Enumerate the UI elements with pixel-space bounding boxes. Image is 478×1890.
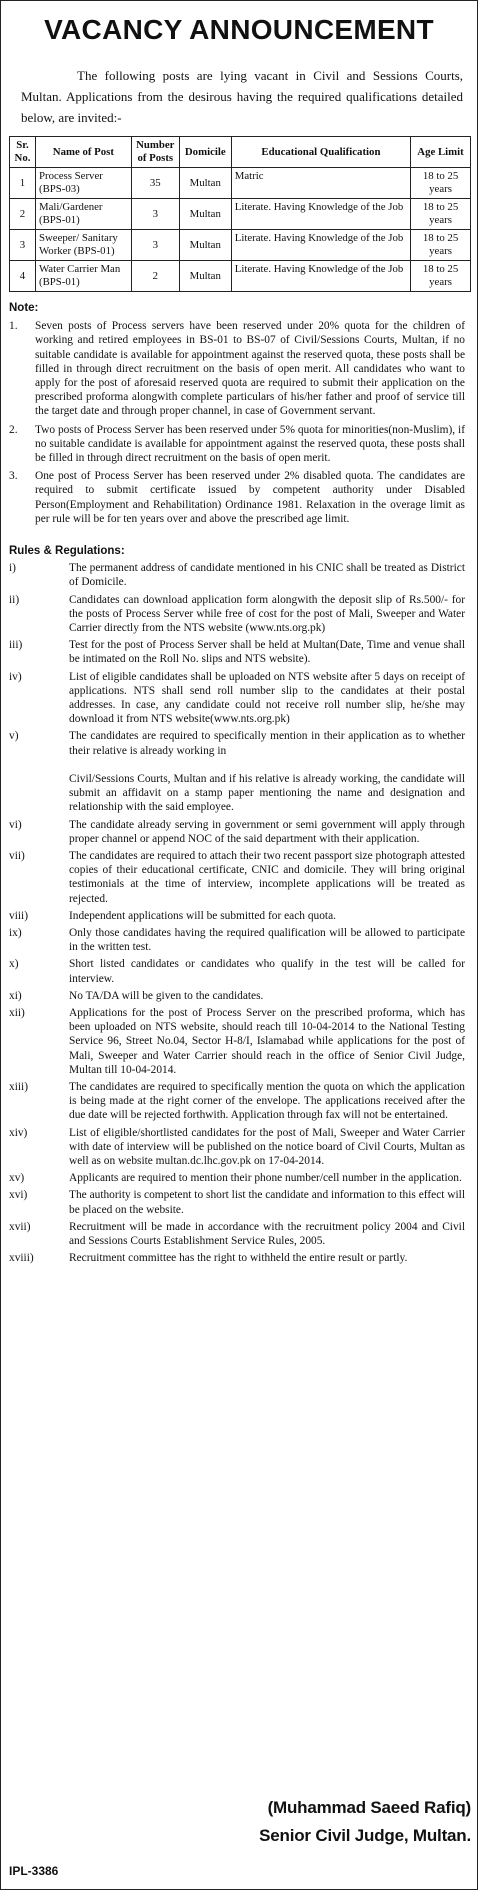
rule-v-continuation: Civil/Sessions Courts, Multan and if his relative is already working, the candidate will submit an affidavit on a stamp paper mentioning the name and designation and relationship with the said employee. xyxy=(69,772,465,814)
table-row xyxy=(10,261,471,292)
rule-text: Applications for the post of Process Server on the prescribed proforma, which has been uploaded on NTS website, should reach till 10-04-2014 to the National Testing Service 96, Street No.04, Sector H-8/I, Islamabad while applications for the post of Mali, Sweeper and Water Carrier should reach in the office of Senior Civil Judge, Multan till 10-04-2014. xyxy=(69,1006,465,1076)
signatory-designation: Senior Civil Judge, Multan. xyxy=(259,1826,471,1845)
rule-text: List of eligible/shortlisted candidates for the post of Mali, Sweeper and Water Carrier with date of interview will be published on the notice board of Civil Courts, Multan as well as on website multan.dc.lhc.gov.pk on 17-04-2014. xyxy=(69,1126,465,1167)
cell-number-of-posts: 2 xyxy=(131,261,179,292)
rule-text: Applicants are required to mention their phone number/cell number in the application. xyxy=(69,1172,462,1185)
list-item xyxy=(1,638,477,666)
rule-text: Recruitment will be made in accordance with the recruitment policy 2004 and Civil and Sessions Courts Establishment Service Rules, 2005. xyxy=(69,1220,465,1247)
rule-number: iv) xyxy=(9,670,22,683)
col-header-sr-no: Sr. No. xyxy=(10,137,36,168)
col-header-post-name: Name of Post xyxy=(35,137,131,168)
rule-number: xiii) xyxy=(9,1080,28,1093)
cell-domicile: Multan xyxy=(179,261,231,292)
rule-text: No TA/DA will be given to the candidates. xyxy=(69,989,264,1002)
rule-number: i) xyxy=(9,562,16,575)
table-row xyxy=(10,230,471,261)
rule-text: The permanent address of candidate mentioned in his CNIC shall be treated as District of Domicile. xyxy=(69,562,465,589)
list-item xyxy=(1,957,477,985)
list-item xyxy=(1,1220,477,1248)
publication-reference: IPL-3386 xyxy=(9,1864,59,1878)
rule-text: The candidates are required to specifically mention in their application as to whether their relative is already working in xyxy=(69,730,465,757)
cell-number-of-posts: 35 xyxy=(131,168,179,199)
list-item xyxy=(1,989,477,1003)
cell-age-limit: 18 to 25 years xyxy=(411,261,471,292)
list-item xyxy=(1,593,477,636)
list-item xyxy=(1,561,477,589)
cell-domicile: Multan xyxy=(179,168,231,199)
note-text: Two posts of Process Server has been reserved under 5% quota for minorities(non-Muslim), if no suitable candidate is available for appointment against the reserved quota, these posts shall be filled in through direct recruitment on the basis of open merit. xyxy=(35,423,465,465)
table-row xyxy=(10,199,471,230)
rule-number: xii) xyxy=(9,1006,25,1019)
rule-text: Candidates can download application form alongwith the deposit slip of Rs.500/- for the posts of Process Server while free of cost for the post of Mali, Sweeper and Water Carrier directly from the NTS website (www.nts.org.pk) xyxy=(69,593,465,635)
rule-number: vii) xyxy=(9,849,25,862)
cell-number-of-posts: 3 xyxy=(131,199,179,230)
rule-number: ix) xyxy=(9,926,22,939)
cell-qualification: Literate. Having Knowledge of the Job xyxy=(231,199,410,230)
rules-list xyxy=(1,561,477,758)
rule-number: xvii) xyxy=(9,1220,31,1233)
cell-post-name: Mali/Gardener (BPS-01) xyxy=(35,199,131,230)
rule-number: vi) xyxy=(9,818,22,831)
signature-block xyxy=(161,1794,471,1850)
rule-text: List of eligible candidates shall be uploaded on NTS website after 5 days on receipt of applications. NTS shall send roll number slip to the candidates at their postal addresses. In case, any candidate could not receive roll number slip, he/she may download it from NTS website(www.nts.org.pk) xyxy=(69,670,465,726)
col-header-number-of-posts: Number of Posts xyxy=(131,137,179,168)
list-item xyxy=(1,909,477,923)
list-item xyxy=(1,469,477,526)
rule-number: ii) xyxy=(9,593,20,606)
cell-qualification: Literate. Having Knowledge of the Job xyxy=(231,261,410,292)
rule-text: The candidates are required to attach their two recent passport size photograph attested copies of their educational certificate, CNIC and domicile. They will bring original testimonials at the time of interview, incomplete applications will be treated as rejected. xyxy=(69,849,465,905)
note-number: 1. xyxy=(9,320,18,333)
col-header-qualification: Educational Qualification xyxy=(231,137,410,168)
rule-text: Short listed candidates or candidates who qualify in the test will be called for interview. xyxy=(69,958,465,985)
cell-age-limit: 18 to 25 years xyxy=(411,168,471,199)
cell-sr-no: 3 xyxy=(10,230,36,261)
rules-heading: Rules & Regulations: xyxy=(9,545,125,558)
note-text: One post of Process Server has been reserved under 2% disabled quota. The candidates are required to submit certificate issued by competent authority under Disabled Person(Employment and Rehabilitation) Ordinance 1981. Relaxation in the overage limit as per rule will be for ten years over and above the prescribed age limit. xyxy=(35,470,465,525)
vacancy-table xyxy=(9,136,471,292)
rule-number: xvi) xyxy=(9,1189,28,1202)
table-row xyxy=(10,168,471,199)
notes-list xyxy=(1,319,477,526)
list-item xyxy=(1,319,477,418)
rule-number: viii) xyxy=(9,909,28,922)
intro-paragraph: The following posts are lying vacant in Civil and Sessions Courts, Multan. Applications from the desirous having the required qualifications detailed below, are invited:- xyxy=(21,68,463,125)
rule-text: The candidate already serving in government or semi government will apply through proper channel or append NOC of the said department with their application. xyxy=(69,818,465,845)
cell-domicile: Multan xyxy=(179,230,231,261)
cell-qualification: Literate. Having Knowledge of the Job xyxy=(231,230,410,261)
rule-text: Recruitment committee has the right to withheld the entire result or partly. xyxy=(69,1252,408,1265)
list-item xyxy=(1,423,477,466)
rule-number: iii) xyxy=(9,639,23,652)
list-item xyxy=(1,1126,477,1169)
list-item xyxy=(1,818,477,846)
col-header-domicile: Domicile xyxy=(179,137,231,168)
cell-post-name: Water Carrier Man (BPS-01) xyxy=(35,261,131,292)
cell-number-of-posts: 3 xyxy=(131,230,179,261)
list-item xyxy=(1,670,477,727)
cell-qualification: Matric xyxy=(231,168,410,199)
list-item xyxy=(1,926,477,954)
cell-post-name: Sweeper/ Sanitary Worker (BPS-01) xyxy=(35,230,131,261)
list-item xyxy=(1,1171,477,1185)
cell-post-name: Process Server (BPS-03) xyxy=(35,168,131,199)
cell-sr-no: 4 xyxy=(10,261,36,292)
table-header-row xyxy=(10,137,471,168)
rule-number: x) xyxy=(9,958,19,971)
note-heading: Note: xyxy=(9,302,39,314)
cell-sr-no: 2 xyxy=(10,199,36,230)
cell-age-limit: 18 to 25 years xyxy=(411,199,471,230)
rule-text: The candidates are required to specifically mention the quota on which the application is being made at the right corner of the envelope. The applications received after the due date will be rejected forthwith. Application through fax will not be entertained. xyxy=(69,1080,465,1122)
rule-number: v) xyxy=(9,730,19,743)
list-item xyxy=(1,729,477,757)
cell-age-limit: 18 to 25 years xyxy=(411,230,471,261)
list-item xyxy=(1,849,477,906)
list-item xyxy=(1,1188,477,1216)
rule-number: xv) xyxy=(9,1172,25,1185)
col-header-age-limit: Age Limit xyxy=(411,137,471,168)
list-item xyxy=(1,1006,477,1077)
rule-text: The authority is competent to short list the candidate and information to this effect will be placed on the website. xyxy=(69,1189,465,1216)
page-title: VACANCY ANNOUNCEMENT xyxy=(44,14,434,45)
signatory-name: (Muhammad Saeed Rafiq) xyxy=(267,1798,471,1817)
cell-sr-no: 1 xyxy=(10,168,36,199)
rule-number: xviii) xyxy=(9,1252,34,1265)
list-item xyxy=(1,1251,477,1265)
rule-text: Test for the post of Process Server shall be held at Multan(Date, Time and venue shall be intimated on the Roll No. slips and NTS website). xyxy=(69,639,465,666)
rule-number: xi) xyxy=(9,989,22,1002)
note-text: Seven posts of Process servers have been reserved under 20% quota for the children of working and retired employees in BS-01 to BS-07 of Civil/Sessions Courts, Multan, if no suitable candidate is available for appointment against the reserved quota, these posts shall be filled in through direct recruitment on the basis of open merit. All candidates who want to apply for the post of aforesaid reserved quota are required to submit their application on the prescribed proforma alongwith complete particulars of his/her father and proof of service till the target date and through proper channel, in case of Government servant. xyxy=(35,320,465,418)
note-number: 2. xyxy=(9,423,18,436)
rule-text: Independent applications will be submitted for each quota. xyxy=(69,909,336,922)
rule-text: Only those candidates having the required qualification will be allowed to participate in the written test. xyxy=(69,926,465,954)
list-item xyxy=(1,1080,477,1123)
note-number: 3. xyxy=(9,470,18,483)
cell-domicile: Multan xyxy=(179,199,231,230)
rule-number: xiv) xyxy=(9,1126,28,1139)
rules-list-continued xyxy=(1,818,477,1266)
